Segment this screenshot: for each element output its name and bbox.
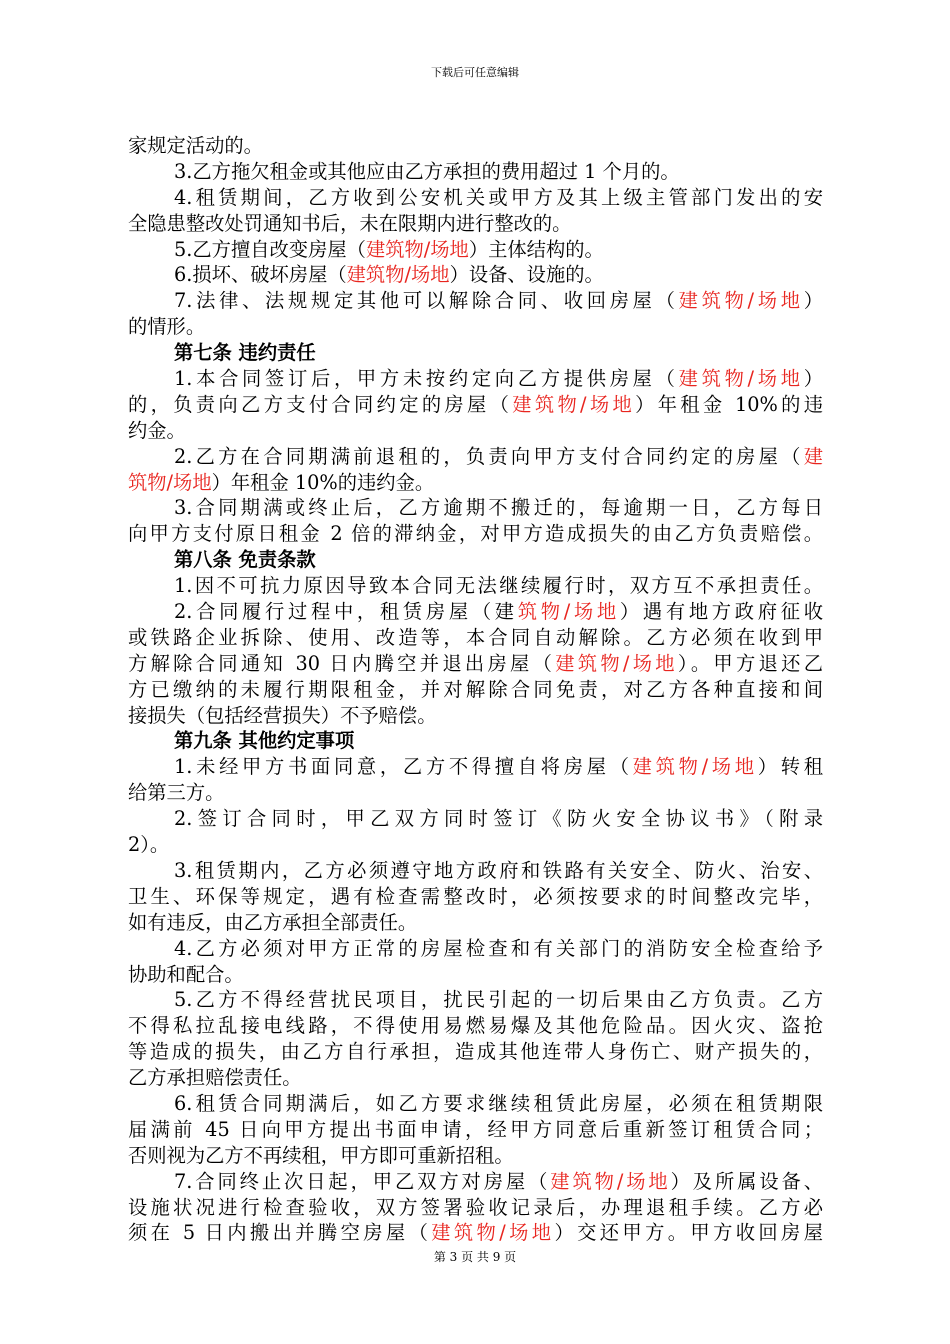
placeholder-text: 建 bbox=[803, 444, 823, 468]
text-segment: ）年租金 10%的违 bbox=[635, 392, 824, 416]
text-line bbox=[128, 858, 823, 884]
text-segment: 6.损坏、破坏房屋（ bbox=[174, 263, 347, 287]
text-line bbox=[128, 625, 823, 651]
text-segment: 设施状况进行检查验收，双方签署验收记录后，办理退租手续。乙方必 bbox=[128, 1195, 823, 1219]
placeholder-text: 建筑物/场地 bbox=[555, 651, 678, 675]
text-segment: 4.乙方必须对甲方正常的房屋检查和有关部门的消防安全检查给予 bbox=[174, 936, 823, 960]
text-line bbox=[128, 677, 823, 703]
placeholder-text: 筑物/场地 bbox=[128, 470, 212, 494]
text-line bbox=[128, 470, 823, 496]
text-segment: 5.乙方擅自改变房屋（ bbox=[174, 237, 366, 261]
text-segment: ）主体结构的。 bbox=[468, 237, 604, 261]
text-line bbox=[128, 884, 823, 910]
text-segment: 或铁路企业拆除、使用、改造等，本合同自动解除。乙方必须在收到甲 bbox=[128, 625, 823, 649]
text-segment: 的，负责向乙方支付合同约定的房屋（ bbox=[128, 392, 513, 416]
text-segment: 须在 5 日内搬出并腾空房屋（ bbox=[128, 1221, 432, 1245]
text-segment: 如有违反，由乙方承担全部责任。 bbox=[128, 910, 418, 934]
text-line bbox=[128, 366, 823, 392]
placeholder-text: 建筑物/场地 bbox=[431, 1221, 555, 1245]
text-segment: ）及所属设备、 bbox=[670, 1169, 823, 1193]
text-line bbox=[128, 651, 823, 677]
text-line bbox=[128, 288, 823, 314]
text-segment: 第七条 违约责任 bbox=[174, 341, 316, 365]
text-line bbox=[128, 806, 823, 832]
text-line bbox=[128, 1091, 823, 1117]
text-line bbox=[128, 987, 823, 1013]
text-line bbox=[128, 392, 823, 418]
text-segment: 接损失（包括经营损失）不予赔偿。 bbox=[128, 703, 437, 727]
text-line bbox=[128, 314, 823, 340]
text-line bbox=[128, 780, 823, 806]
text-segment: ）交还甲方。甲方收回房屋 bbox=[554, 1221, 824, 1245]
text-segment: 约金。 bbox=[128, 418, 186, 442]
text-segment: 4.租赁期间，乙方收到公安机关或甲方及其上级主管部门发出的安 bbox=[174, 185, 823, 209]
placeholder-text: 建筑物/场地 bbox=[678, 367, 804, 391]
article-heading bbox=[128, 547, 823, 573]
text-line bbox=[128, 832, 823, 858]
text-segment: 5.乙方不得经营扰民项目，扰民引起的一切后果由乙方负责。乙方 bbox=[174, 988, 823, 1012]
text-line bbox=[128, 936, 823, 962]
text-segment: 7.法律、法规规定其他可以解除合同、收回房屋（ bbox=[174, 289, 679, 313]
text-line bbox=[128, 185, 823, 211]
text-segment: 7.合同终止次日起，甲乙双方对房屋（ bbox=[174, 1169, 551, 1193]
text-line bbox=[128, 962, 823, 988]
text-segment: 3.租赁期内，乙方必须遵守地方政府和铁路有关安全、防火、治安、 bbox=[174, 858, 823, 882]
text-segment: 1.因不可抗力原因导致本合同无法继续履行时，双方互不承担责任。 bbox=[174, 574, 823, 598]
article-heading bbox=[128, 728, 823, 754]
article-heading bbox=[128, 340, 823, 366]
text-segment: 卫生、环保等规定，遇有检查需整改时，必须按要求的时间整改完毕， bbox=[128, 884, 823, 908]
text-segment: 家规定活动的。 bbox=[128, 134, 263, 157]
text-segment: ）转租 bbox=[757, 755, 824, 779]
text-segment: 乙方承担赔偿责任。 bbox=[128, 1066, 302, 1090]
text-segment: ）。甲方退还乙 bbox=[677, 651, 823, 675]
placeholder-text: 建筑物/场地 bbox=[346, 263, 450, 287]
text-segment: 方已缴纳的未履行期限租金，并对解除合同免责，对乙方各种直接和间 bbox=[128, 677, 823, 701]
text-segment: 1.本合同签订后，甲方未按约定向乙方提供房屋（ bbox=[174, 367, 679, 391]
placeholder-text: 建筑物/场地 bbox=[365, 237, 469, 261]
text-segment: ） bbox=[803, 367, 823, 391]
text-line bbox=[128, 418, 823, 444]
text-line bbox=[128, 262, 823, 288]
text-line bbox=[128, 1143, 823, 1169]
text-segment: 的情形。 bbox=[128, 315, 206, 339]
text-segment: 2）。 bbox=[128, 833, 170, 857]
text-segment: ）年租金 10%的违约金。 bbox=[211, 470, 435, 494]
text-line bbox=[128, 754, 823, 780]
text-segment: 方解除合同通知 30 日内腾空并退出房屋（ bbox=[128, 651, 556, 675]
text-line bbox=[128, 521, 823, 547]
text-line bbox=[128, 159, 823, 185]
text-segment: 等造成的损失，由乙方自行承担，造成其他连带人身伤亡、财产损失的， bbox=[128, 1040, 823, 1064]
text-segment: 届满前 45 日向甲方提出书面申请，经甲方同意后重新签订租赁合同； bbox=[128, 1117, 823, 1141]
text-line bbox=[128, 1013, 823, 1039]
placeholder-text: 建筑物/场地 bbox=[512, 392, 636, 416]
text-segment: 协助和配合。 bbox=[128, 962, 244, 986]
text-segment: 2.签订合同时，甲乙双方同时签订《防火安全协议书》（附录 bbox=[174, 807, 823, 831]
document-body bbox=[128, 133, 823, 1246]
text-segment: 否则视为乙方不再续租，甲方即可重新招租。 bbox=[128, 1143, 514, 1167]
text-line bbox=[128, 1065, 823, 1091]
text-line bbox=[128, 133, 823, 159]
text-line bbox=[128, 1169, 823, 1195]
placeholder-text: 建筑物/场地 bbox=[678, 289, 804, 313]
text-segment: 3.乙方拖欠租金或其他应由乙方承担的费用超过 1 个月的。 bbox=[174, 159, 680, 183]
text-line bbox=[128, 211, 823, 237]
text-line bbox=[128, 703, 823, 729]
placeholder-text: 建筑物/场地 bbox=[632, 755, 758, 779]
text-segment: 2.合同履行过程中，租赁房屋（建 bbox=[174, 600, 518, 624]
text-line bbox=[128, 1039, 823, 1065]
text-segment: 6.租赁合同期满后，如乙方要求继续租赁此房屋，必须在租赁期限 bbox=[174, 1091, 823, 1115]
text-segment: 给第三方。 bbox=[128, 781, 225, 805]
text-line bbox=[128, 237, 823, 263]
text-segment: 1.未经甲方书面同意，乙方不得擅自将房屋（ bbox=[174, 755, 633, 779]
text-segment: ）遇有地方政府征收 bbox=[619, 600, 823, 624]
text-segment: 第九条 其他约定事项 bbox=[174, 729, 355, 753]
text-segment: ） bbox=[803, 289, 823, 313]
text-segment: ）设备、设施的。 bbox=[449, 263, 604, 287]
text-segment: 第八条 免责条款 bbox=[174, 548, 316, 572]
text-line bbox=[128, 1117, 823, 1143]
page-number: 第 3 页 共 9 页 bbox=[433, 1250, 517, 1264]
text-line bbox=[128, 910, 823, 936]
text-line bbox=[128, 599, 823, 625]
text-line bbox=[128, 495, 823, 521]
page-header: 下载后可任意编辑 bbox=[431, 66, 519, 79]
text-segment: 全隐患整改处罚通知书后，未在限期内进行整改的。 bbox=[128, 211, 572, 235]
text-line bbox=[128, 1220, 823, 1246]
text-line bbox=[128, 444, 823, 470]
placeholder-text: 建筑物/场地 bbox=[550, 1169, 671, 1193]
text-segment: 向甲方支付原日租金 2 倍的滞纳金，对甲方造成损失的由乙方负责赔偿。 bbox=[128, 522, 823, 546]
text-line bbox=[128, 1195, 823, 1221]
text-line bbox=[128, 573, 823, 599]
text-segment: 不得私拉乱接电线路，不得使用易燃易爆及其他危险品。因火灾、盗抢 bbox=[128, 1014, 823, 1038]
text-segment: 2.乙方在合同期满前退租的，负责向甲方支付合同约定的房屋（ bbox=[174, 444, 804, 468]
text-segment: 3.合同期满或终止后，乙方逾期不搬迁的，每逾期一日，乙方每日 bbox=[174, 496, 823, 520]
placeholder-text: 筑物/场地 bbox=[517, 600, 620, 624]
